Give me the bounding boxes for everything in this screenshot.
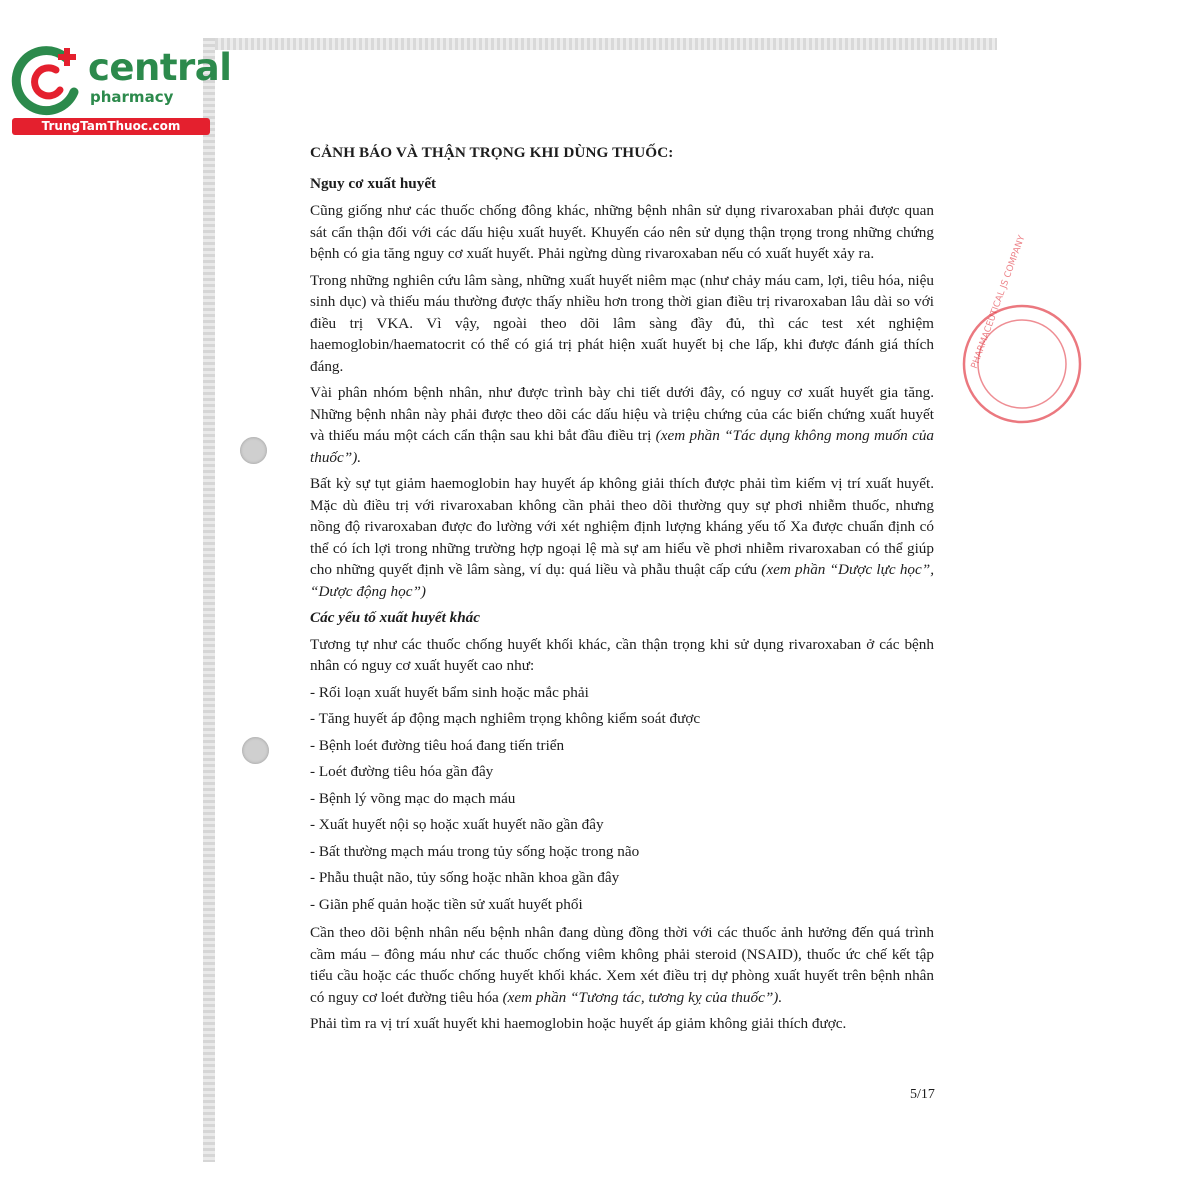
page-number: 5/17 — [910, 1087, 935, 1102]
paragraph-6-reference: (xem phần “Tương tác, tương kỵ của thuốc”). — [502, 988, 783, 1006]
company-seal-stamp — [960, 234, 1028, 427]
list-item: - Phẫu thuật não, tủy sống hoặc nhãn khoa gần đây — [310, 869, 620, 886]
logo-mark-icon — [10, 40, 90, 120]
list-item: - Tăng huyết áp động mạch nghiêm trọng không kiểm soát được — [310, 710, 701, 727]
seal-stamp-icon — [960, 234, 1050, 427]
paragraph-7: Phải tìm ra vị trí xuất huyết khi haemoglobin hoặc huyết áp giảm không giải thích được. — [310, 1015, 847, 1032]
list-item: - Rối loạn xuất huyết bẩm sinh hoặc mắc phải — [310, 683, 589, 701]
paragraph-2: Trong những nghiên cứu lâm sàng, những xuất huyết niêm mạc (như chảy máu cam, lợi, tiêu hóa, niệu sinh dục) và thiếu máu thường được thấy nhiều hơn trong thời gian điều trị rivaroxaban lâu dài so với điều trị VKA. Vì vậy, ngoài theo dõi lâm sàng đầy đủ, thì các test xét nghiệm haemoglobin/haematocrit có thể có giá trị phát hiện xuất huyết bị che lấp, khi được đánh giá thích đáng. — [310, 271, 934, 375]
paragraph-5: Tương tự như các thuốc chống huyết khối khác, cần thận trọng khi sử dụng rivaroxaban ở các bệnh nhân có nguy cơ xuất huyết cao như: — [310, 635, 934, 674]
paragraph-1: Cũng giống như các thuốc chống đông khác, những bệnh nhân sử dụng rivaroxaban phải được quan sát cẩn thận đối với các dấu hiệu xuất huyết. Khuyến cáo nên sử dụng thận trọng trong những chứng bệnh có gia tăng nguy cơ xuất huyết. Phải ngừng dùng rivaroxaban nếu có xuất huyết xảy ra. — [310, 202, 934, 262]
subheading-bleeding-risk: Nguy cơ xuất huyết — [310, 174, 437, 192]
logo-brand-text: central — [88, 46, 232, 89]
paragraph-6 — [310, 922, 934, 1008]
punch-hole-top — [240, 437, 267, 464]
list-item: - Bất thường mạch máu trong tủy sống hoặc trong não — [310, 842, 640, 860]
list-item: - Bệnh loét đường tiêu hoá đang tiến triển — [310, 736, 565, 754]
list-item: - Xuất huyết nội sọ hoặc xuất huyết não gần đây — [310, 816, 604, 833]
paragraph-6-text: Cần theo dõi bệnh nhân nếu bệnh nhân đang dùng đồng thời với các thuốc ảnh hưởng đến quá trình cầm máu – đông máu như các thuốc chống viêm không phải steroid (NSAID), thuốc ức chế kết tập tiểu cầu hoặc các thuốc chống huyết khối khác. Xem xét điều trị dự phòng xuất huyết trên bệnh nhân có nguy cơ loét đường tiêu hóa — [310, 924, 934, 1006]
paragraph-3 — [310, 382, 934, 468]
paragraph-4-text: Bất kỳ sự tụt giảm haemoglobin hay huyết áp không giải thích được phải tìm kiếm vị trí xuất huyết. Mặc dù điều trị với rivaroxaban không cần phải theo dõi thường quy sự phơi nhiễm thuốc, nhưng nồng độ rivaroxaban được đo lường với xét nghiệm định lượng kháng yếu tố Xa được chuẩn định có thể có ích lợi trong những trường hợp ngoại lệ mà sự am hiểu về phơi nhiễm rivaroxaban có thể giúp cho những quyết định về lâm sàng, ví dụ: quá liều và phẫu thuật cấp cứu — [310, 475, 934, 578]
risk-factor-list — [310, 682, 934, 921]
paragraph-4-reference: (xem phần “Dược lực học”, “Dược động học”) — [310, 561, 935, 600]
subheading-other-factors: Các yếu tố xuất huyết khác — [310, 609, 481, 626]
list-item: - Giãn phế quản hoặc tiền sử xuất huyết phổi — [310, 895, 583, 913]
logo-subtitle: pharmacy — [90, 88, 174, 106]
list-item: - Loét đường tiêu hóa gần đây — [310, 763, 494, 780]
list-item: - Bệnh lý võng mạc do mạch máu — [310, 789, 516, 807]
page-top-edge — [203, 38, 997, 50]
svg-text:PHARMACEUTICAL JS COMPANY: PHARMACEUTICAL JS COMPANY — [969, 234, 1028, 371]
document-body — [310, 140, 934, 1040]
paragraph-3-reference: (xem phần “Tác dụng không mong muốn của thuốc”). — [310, 427, 935, 466]
paragraph-4 — [310, 473, 934, 602]
logo-url-badge[interactable]: TrungTamThuoc.com — [12, 118, 210, 135]
section-heading: CẢNH BÁO VÀ THẬN TRỌNG KHI DÙNG THUỐC: — [310, 144, 674, 161]
punch-hole-bottom — [242, 737, 269, 764]
page-left-edge — [203, 38, 215, 1162]
paragraph-3-text: Vài phân nhóm bệnh nhân, như được trình bày chi tiết dưới đây, có nguy cơ xuất huyết gia tăng. Những bệnh nhân này phải được theo dõi các dấu hiệu và triệu chứng của các biến chứng xuất huyết và thiếu máu một cách cẩn thận sau khi bắt đầu điều trị — [310, 384, 934, 444]
